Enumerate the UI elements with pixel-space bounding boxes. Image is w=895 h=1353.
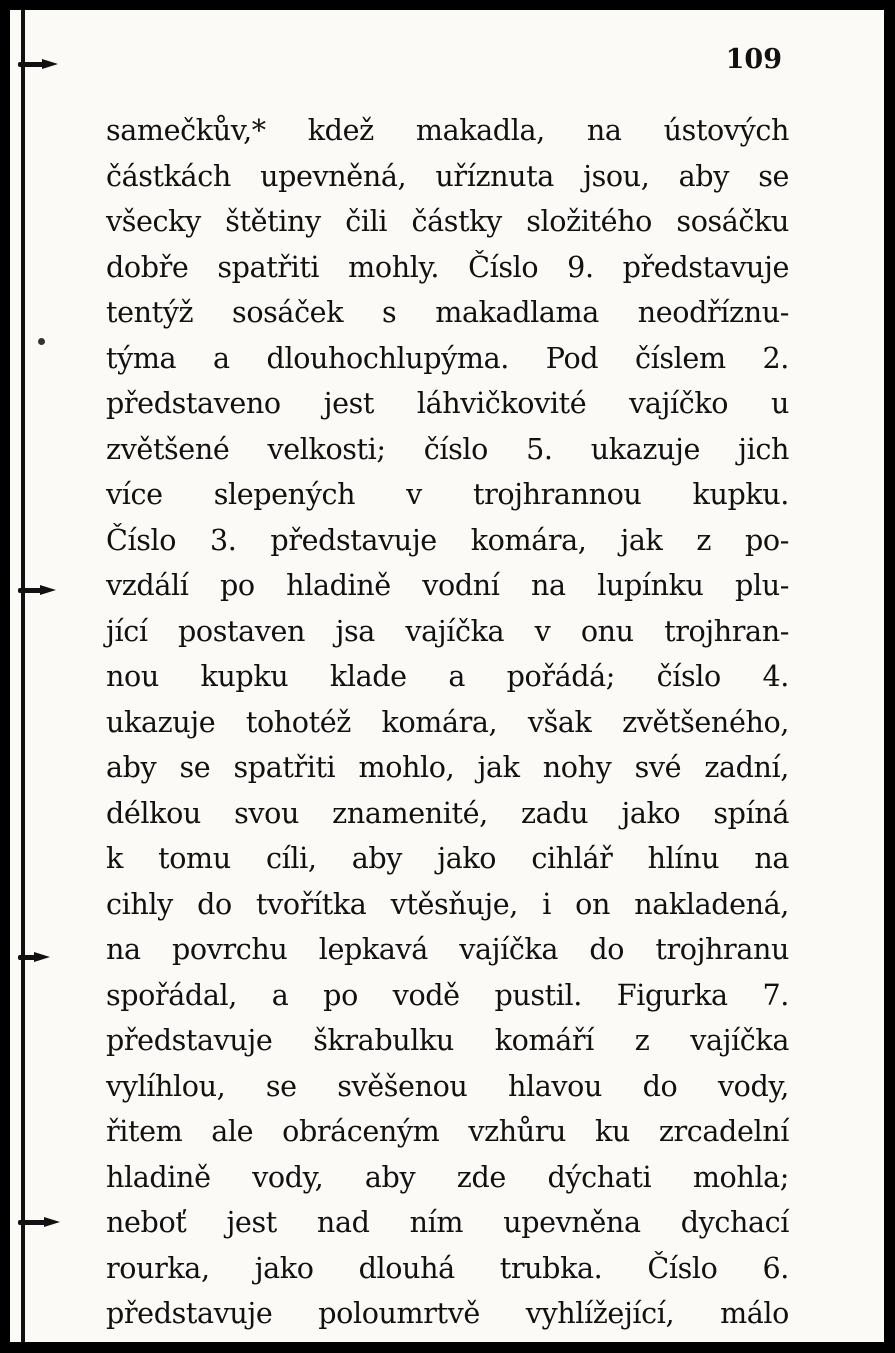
spine-line [21, 10, 25, 1342]
binding-stitch [18, 955, 36, 960]
text-line: vzdálí po hladině vodní na lupínku plu- [106, 568, 789, 602]
text-line: rourka, jako dlouhá trubka. Číslo 6. [106, 1250, 789, 1285]
text-line: ukazuje tohotéž komára, však zvětšeného, [106, 704, 789, 739]
text-line: představuje poloumrtvě vyhlížející, málo [106, 1296, 789, 1330]
binding-stitch [18, 1220, 46, 1225]
text-line: řitem ale obráceným vzhůru ku zrcadelní [106, 1114, 789, 1148]
text-line: týma a dlouhochlupýma. Pod číslem 2. [106, 340, 789, 375]
text-line: tentýž sosáček s makadlama neodříznu- [106, 295, 789, 329]
binding-stitch [18, 588, 42, 593]
text-line: cihly do tvořítka vtěsňuje, i on nakladená, [106, 886, 789, 921]
body-text [106, 108, 789, 1337]
text-line: neboť jest nad ním upevněna dychací [106, 1205, 789, 1239]
text-line: hladině vody, aby zde dýchati mohla; [106, 1159, 789, 1194]
text-line: dobře spatřiti mohly. Číslo 9. představuje [106, 249, 789, 284]
text-line: více slepených v trojhrannou kupku. [106, 477, 789, 511]
text-line: Číslo 3. představuje komára, jak z po- [106, 522, 789, 557]
text-line: samečkův,* kdež makadla, na ústových [106, 113, 789, 147]
book-page [10, 10, 884, 1342]
text-line: představuje škrabulku komáří z vajíčka [106, 1023, 789, 1057]
text-line: nou kupku klade a pořádá; číslo 4. [106, 659, 789, 693]
binding-stitch [18, 62, 44, 67]
page-number: 109 [725, 44, 782, 75]
text-line: všecky štětiny čili částky složitého sosáčku [106, 204, 789, 238]
text-line: jící postaven jsa vajíčka v onu trojhran- [106, 613, 789, 648]
ink-speck [38, 338, 45, 345]
text-line: na povrchu lepkavá vajíčka do trojhranu [106, 932, 789, 966]
text-line: představeno jest láhvičkovité vajíčko u [106, 386, 789, 420]
binding-edge [18, 10, 28, 1342]
text-line: aby se spatřiti mohlo, jak nohy své zadní, [106, 750, 789, 784]
text-line: k tomu cíli, aby jako cihlář hlínu na [106, 841, 789, 875]
text-line: částkách upevněná, uříznuta jsou, aby se [106, 158, 789, 193]
text-line: vylíhlou, se svěšenou hlavou do vody, [106, 1068, 789, 1103]
text-line: spořádal, a po vodě pustil. Figurka 7. [106, 977, 789, 1012]
text-line: zvětšené velkosti; číslo 5. ukazuje jich [106, 431, 789, 466]
text-line: délkou svou znamenité, zadu jako spíná [106, 795, 789, 830]
